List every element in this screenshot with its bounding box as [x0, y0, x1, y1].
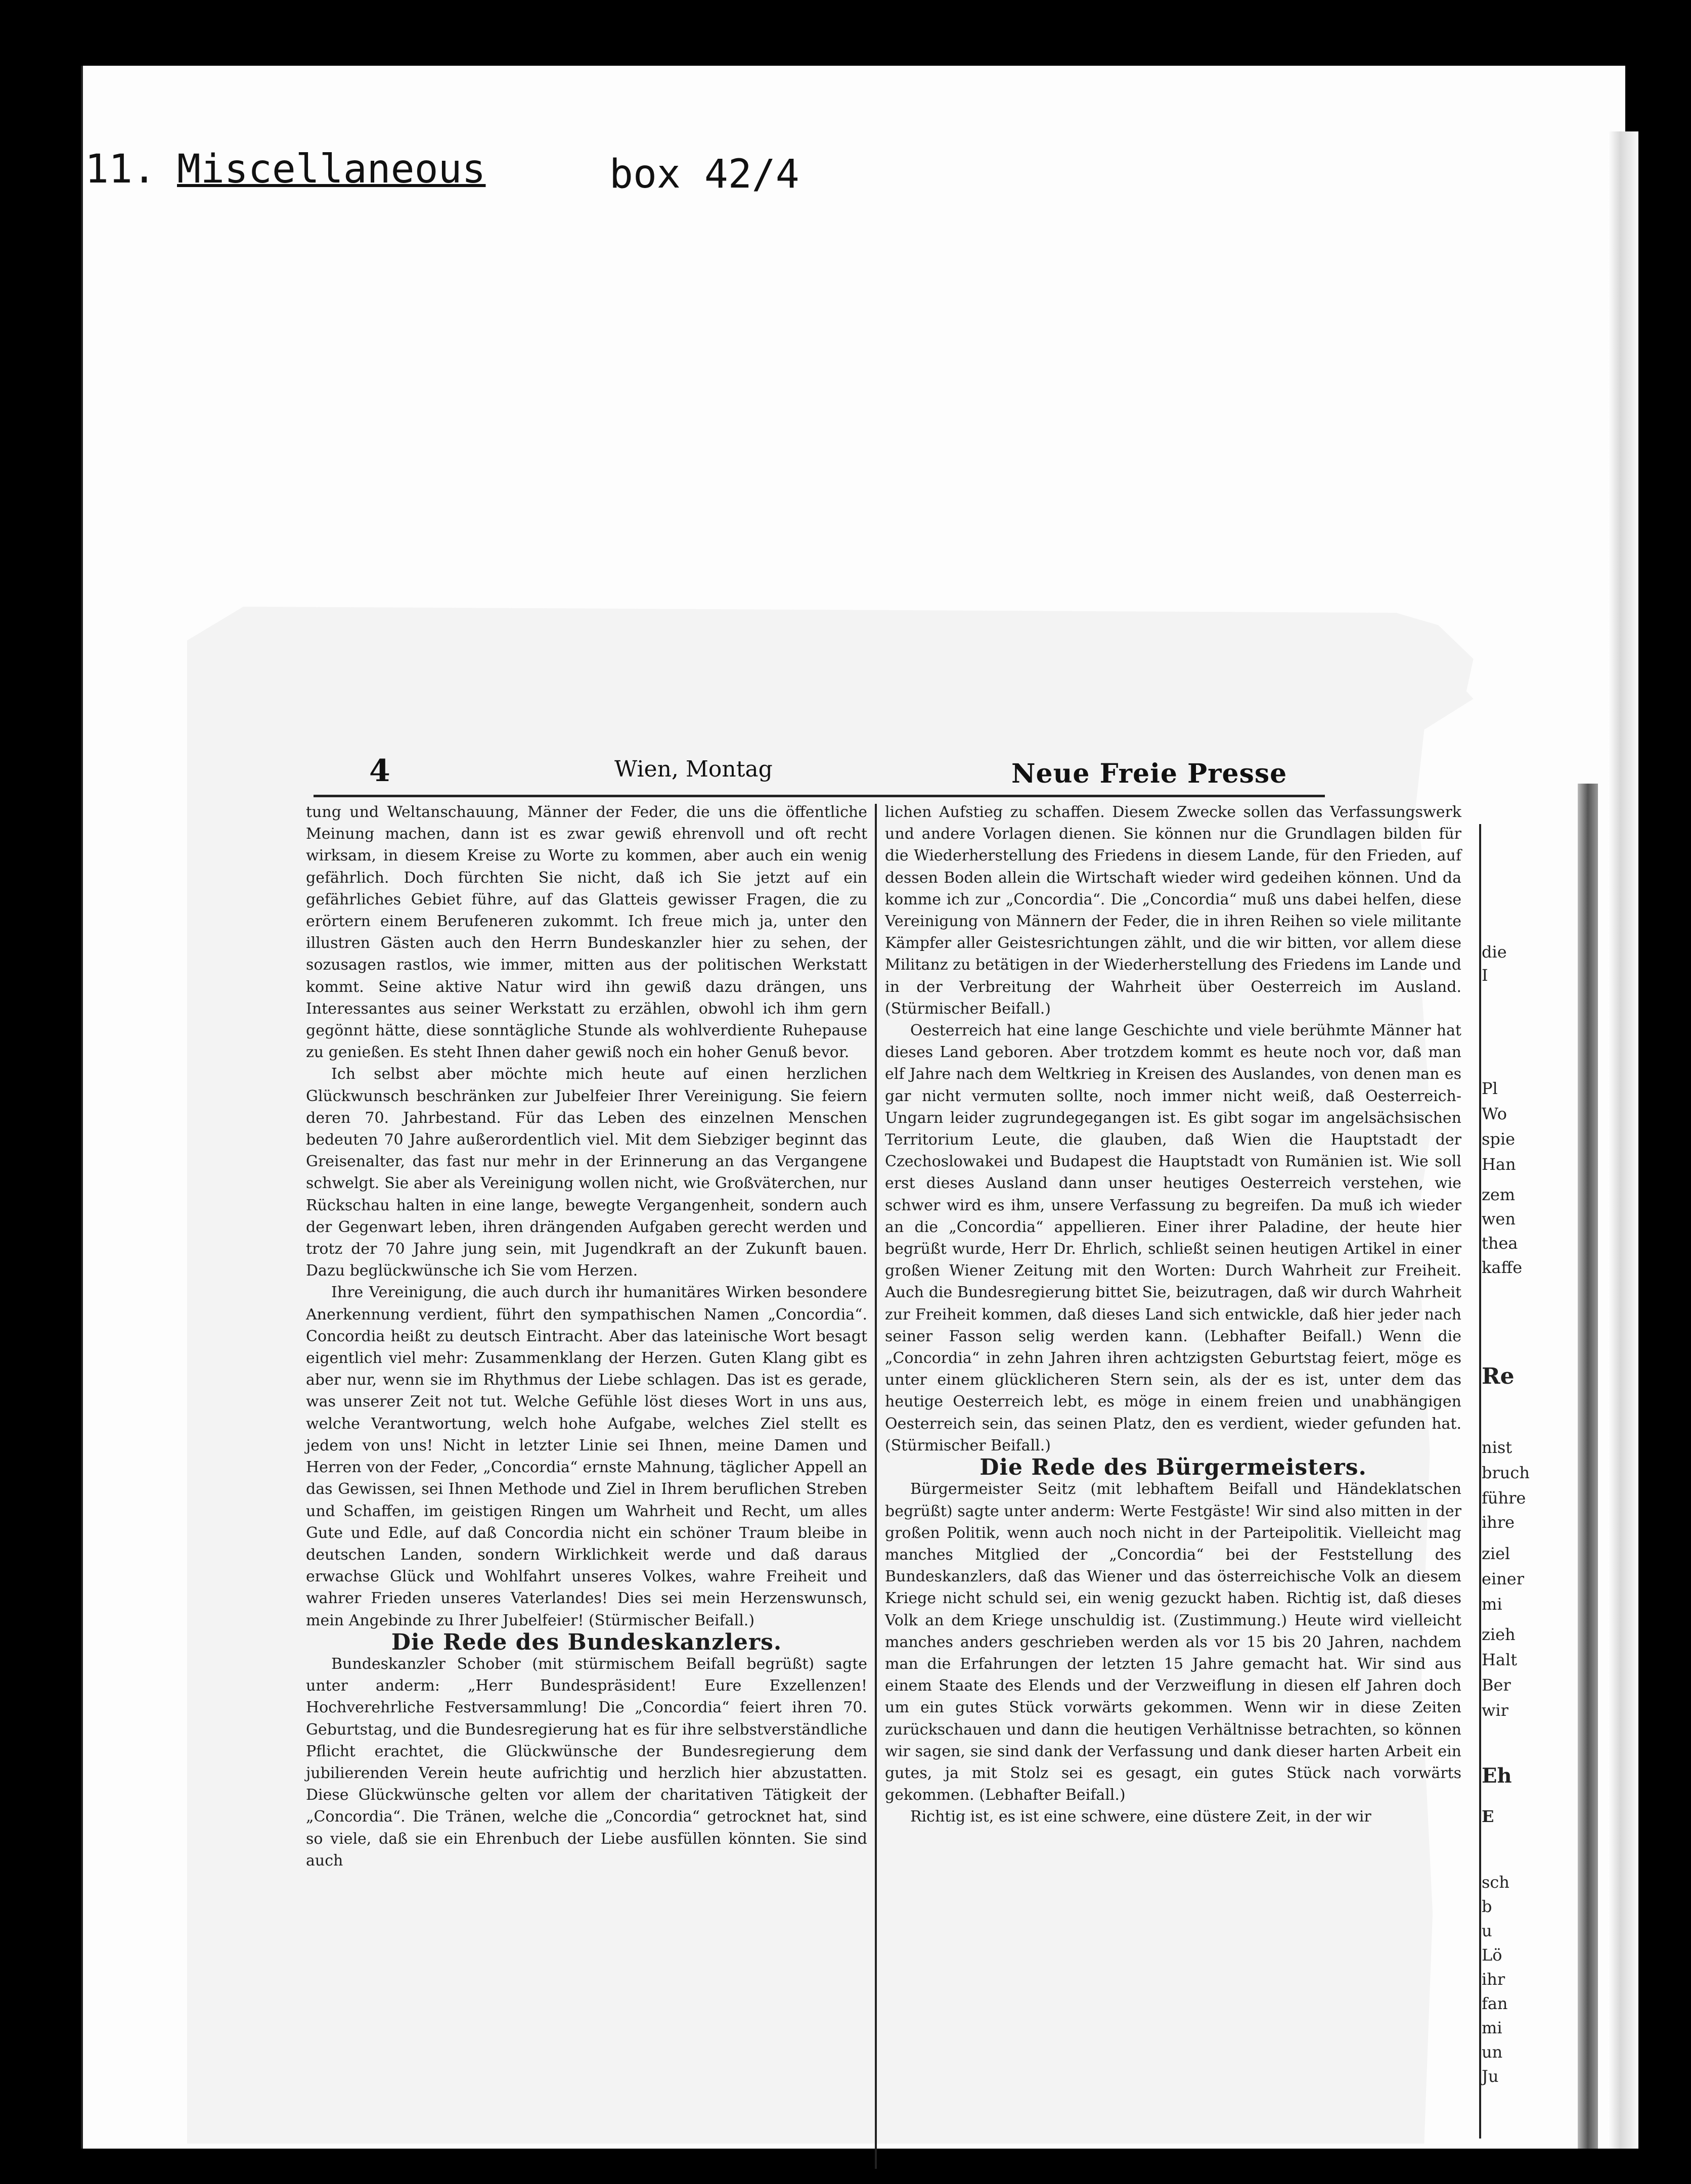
paragraph: tung und Weltanschauung, Männer der Feder, die uns die öffentliche Meinung machen, dann ist es zwar gewiß ehrenvoll und oft recht wirksam, in diesem Kreise zu Worte zu kommen, aber auch ein wenig gefährlich. Doch fürchten Sie nicht, daß ich Sie jetzt auf ein gefährliches Gebiet führe, auf das Glatteis gewisser Fragen, die zu erörtern einem Berufeneren zukommt. Ich freue mich ja, unter den illustren Gästen auch den Herrn Bundeskanzler hier zu sehen, der sozusagen rastlos, wie immer, mitten aus der politischen Werkstatt kommt. Seine aktive Natur wird ihn gewiß dazu drängen, uns Interessantes aus seiner Werkstatt zu erzählen, obwohl ich ihm gern gegönnt hätte, diese sonntägliche Stunde als wohlverdiente Ruhepause zu genießen. Es steht Ihnen daher gewiß noch ein hoher Genuß bevor.: [306, 803, 867, 1062]
paragraph: Oesterreich hat eine lange Geschichte und viele berühmte Männer hat dieses Land geboren. Aber trotzdem kommt es heute noch vor, daß man elf Jahre nach dem Weltkrieg in Kreisen des Auslandes, von denen man es gar nicht vermuten sollte, noch immer nicht weiß, daß Oesterreich-Ungarn leider zugrundegegangen ist. Es gibt sogar im angelsächsischen Territorium Leute, die glauben, daß Wien die Hauptstadt der Czechoslowakei und Budapest die Hauptstadt von Rumänien ist. Wie soll erst dieses Ausland dann unser heutiges Oesterreich verstehen, wie schwer wird es ihm, unsere Verfassung zu begreifen. Da muß ich wieder an die „Concordia“ appellieren. Einer ihrer Paladine, der heute hier begrüßt wurde, Herr Dr. Ehrlich, schließt seinen heutigen Artikel in einer großen Wiener Zeitung mit den Worten: Durch Wahrheit zur Freiheit. Auch die Bundesregierung bittet Sie, beizutragen, daß wir durch Wahrheit zur Freiheit kommen, daß dieses Land sich entwickle, daß hier jeder nach seiner Fasson selig werden kann. (Lebhafter Beifall.) Wenn die „Concordia“ in zehn Jahren ihren achtzigsten Geburtstag feiert, möge es unter einem glücklicheren Stern sein, als der es ist, unter dem das heutige Oesterreich lebt, es möge in einem freien und unabhängigen Oesterreich sein, das seinen Platz, den es verdient, wieder gefunden hat. (Stürmischer Beifall.): [885, 1022, 1461, 1454]
fragment-line: zem: [1482, 1185, 1516, 1204]
fragment-line: die: [1482, 942, 1507, 962]
paragraph: Ich selbst aber möchte mich heute auf einen herzlichen Glückwunsch beschränken zur Jubelfeier Ihrer Vereinigung. Sie feiern deren 70. Jahrbestand. Für das Leben des einzelnen Menschen bedeuten 70 Jahre außerordentlich viel. Mit dem Siebziger beginnt das Greisenalter, das fast nur mehr in der Erinnerung an das Vergangene schwelgt. Sie aber als Vereinigung wollen nicht, wie Großväterchen, nur Rückschau halten in eine lange, bewegte Vergangenheit, sondern auch der Gegenwart leben, ihren drängenden Aufgaben gerecht werden und trotz der 70 Jahre jung sein, mit Jugendkraft an der Zukunft bauen. Dazu beglückwünsche ich Sie vom Herzen.: [306, 1065, 867, 1280]
paragraph: Ihre Vereinigung, die auch durch ihr humanitäres Wirken besondere Anerkennung verdient, führt den sympathischen Namen „Concordia“. Concordia heißt zu deutsch Eintracht. Aber das lateinische Wort besagt eigentlich viel mehr: Zusammenklang der Herzen. Guten Klang gibt es aber nur, wenn sie im Rhythmus der Liebe schlagen. Das ist es gerade, was unserer Zeit not tut. Welche Gefühle löst dieses Wort in uns aus, welche Verantwortung, welch hohe Aufgabe, welches Ziel stellt es jedem von uns! Nicht in letzter Linie sei Ihnen, meine Damen und Herren von der Feder, „Concordia“ ernste Mahnung, täglicher Appell an das Gewissen, sei Ihnen Methode und Ziel in Ihrem beruflichen Streben und Schaffen, im geistigen Ringen um Wahrheit und Recht, um alles Gute und Edle, auf daß Concordia nicht ein schöner Traum bleibe in deutschen Landen, sondern Wirklichkeit werde und daß daraus erwachse Glück und Wohlfahrt unseres Volkes, wahre Freiheit und wahrer Frieden unseres Vaterlandes! Dies sei mein Herzenswunsch, mein Angebinde zu Ihrer Jubelfeier! (Stürmischer Beifall.): [306, 1284, 867, 1629]
fragment-line: Eh: [1482, 1764, 1512, 1788]
header-category: Miscellaneous: [177, 147, 486, 192]
fragment-line: mi: [1482, 2018, 1502, 2037]
fragment-line: sch: [1482, 1873, 1509, 1892]
fragment-line: kaffe: [1482, 1258, 1523, 1277]
fragment-line: thea: [1482, 1234, 1518, 1253]
column-divider-right: [1479, 824, 1481, 2138]
fragment-line: spie: [1482, 1129, 1516, 1149]
fragment-line: un: [1482, 2042, 1503, 2062]
section-heading: Die Rede des Bürgermeisters.: [980, 1454, 1367, 1481]
fragment-line: Han: [1482, 1155, 1516, 1174]
fragment-line: Lö: [1482, 1945, 1502, 1965]
paragraph: Bundeskanzler Schober (mit stürmischem Beifall begrüßt) sagte unter anderm: „Herr Bundespräsident! Eure Exzellenzen! Hochverehrliche Festversammlung! Die „Concordia“ feiert ihren 70. Geburtstag, und die Bundesregierung hat es für ihre selbstverständliche Pflicht erachtet, die Glückwünsche der Bundesregierung dem jubilierenden Verein heute aufrichtig und herzlich hier abzustatten. Diese Glückwünsche gelten vor allem der charitativen Tätigkeit der „Concordia“. Die Tränen, welche die „Concordia“ getrocknet hat, sind so viele, daß sie ein Ehrenbuch der Liebe ausfüllen könnten. Sie sind auch: [306, 1655, 867, 1870]
fragment-line: zieh: [1482, 1625, 1516, 1644]
fragment-line: Pl: [1482, 1079, 1498, 1098]
fragment-line: E: [1482, 1807, 1494, 1826]
fragment-line: Halt: [1482, 1650, 1518, 1669]
fragment-line: mi: [1482, 1595, 1502, 1614]
fragment-line: bruch: [1482, 1463, 1530, 1482]
middle-column: [885, 801, 1461, 1828]
newspaper-masthead: [314, 753, 1325, 794]
page-number: 4: [369, 753, 390, 789]
newspaper-name: Neue Freie Presse: [1011, 758, 1287, 789]
paragraph: Bürgermeister Seitz (mit lebhaftem Beifall und Händeklatschen begrüßt) sagte unter anderm: Werte Festgäste! Wir sind also mitten in der großen Politik, wenn auch noch nicht in der Parteipolitik. Vielleicht mag manches Mitglied der „Concordia“ bei der Feststellung des Bundeskanzlers, daß das Wiener und das österreichische Volk an diesem Kriege nicht schuld sei, ein wenig gezuckt haben. Richtig ist, daß dieses Volk an dem Kriege unschuldig ist. (Zustimmung.) Heute wird vielleicht manches anders geschrieben werden als vor 15 bis 20 Jahren, nachdem man die Erfahrungen der letzten 15 Jahre gemacht hat. Wir sind aus einem Staate des Elends und der Verzweiflung in diesen elf Jahren doch um ein gutes Stück vorwärts gekommen. Wenn wir in diese Zeiten zurückschauen und dann die heutigen Verhältnisse betrachten, so können wir sagen, sie sind dank der Verfassung und dank dieser harten Arbeit ein gutes, ja mit Stolz sei es gesagt, ein gutes Stück nach vorwärts gekommen. (Lebhafter Beifall.): [885, 1480, 1461, 1804]
issue-day: Wien, Montag: [614, 756, 773, 782]
fragment-line: ihr: [1482, 1970, 1505, 1989]
fragment-line: Re: [1482, 1363, 1515, 1389]
fragment-line: Wo: [1482, 1104, 1507, 1123]
masthead-rule: [314, 795, 1325, 797]
clipping-edge: [1578, 784, 1598, 2149]
header-box-label: box 42/4: [609, 152, 799, 197]
fragment-line: führe: [1482, 1488, 1526, 1508]
paragraph: lichen Aufstieg zu schaffen. Diesem Zwecke sollen das Verfassungswerk und andere Vorlagen dienen. Sie können nur die Grundlagen bilden für die Wiederherstellung des Friedens in diesem Lande, für den Frieden, auf dessen Boden allein die Wirtschaft wieder wird gedeihen können. Und da komme ich zur „Concordia“. Die „Concordia“ muß uns dabei helfen, diese Vereinigung von Männern der Feder, die in ihren Reihen so viele militante Kämpfer aller Geistesrichtungen zählt, und die wir bitten, vor allem diese Militanz zu betätigen in der Wiederherstellung des Friedens im Lande und in der Verbreitung der Wahrheit über Oesterreich im Ausland. (Stürmischer Beifall.): [885, 803, 1461, 1018]
fragment-line: Ber: [1482, 1675, 1511, 1695]
section-heading: Die Rede des Bundeskanzlers.: [391, 1629, 782, 1655]
fragment-line: Ju: [1482, 2067, 1499, 2086]
fragment-line: ziel: [1482, 1544, 1510, 1563]
fragment-line: nist: [1482, 1438, 1512, 1457]
sheet-shadow: [1608, 131, 1638, 2149]
header-number: 11.: [85, 147, 156, 192]
fragment-line: wir: [1482, 1701, 1508, 1720]
fragment-line: b: [1482, 1897, 1492, 1916]
fragment-line: fan: [1482, 1994, 1508, 2013]
fragment-line: wen: [1482, 1209, 1516, 1228]
fragment-line: u: [1482, 1921, 1492, 1940]
fragment-line: ihre: [1482, 1513, 1515, 1532]
fragment-line: einer: [1482, 1569, 1525, 1588]
paragraph: Richtig ist, es ist eine schwere, eine düstere Zeit, in der wir: [910, 1808, 1371, 1826]
left-column: [306, 801, 867, 1872]
fragment-line: I: [1482, 966, 1488, 985]
right-column-fragment: [1482, 829, 1573, 2144]
column-divider: [875, 804, 877, 2169]
